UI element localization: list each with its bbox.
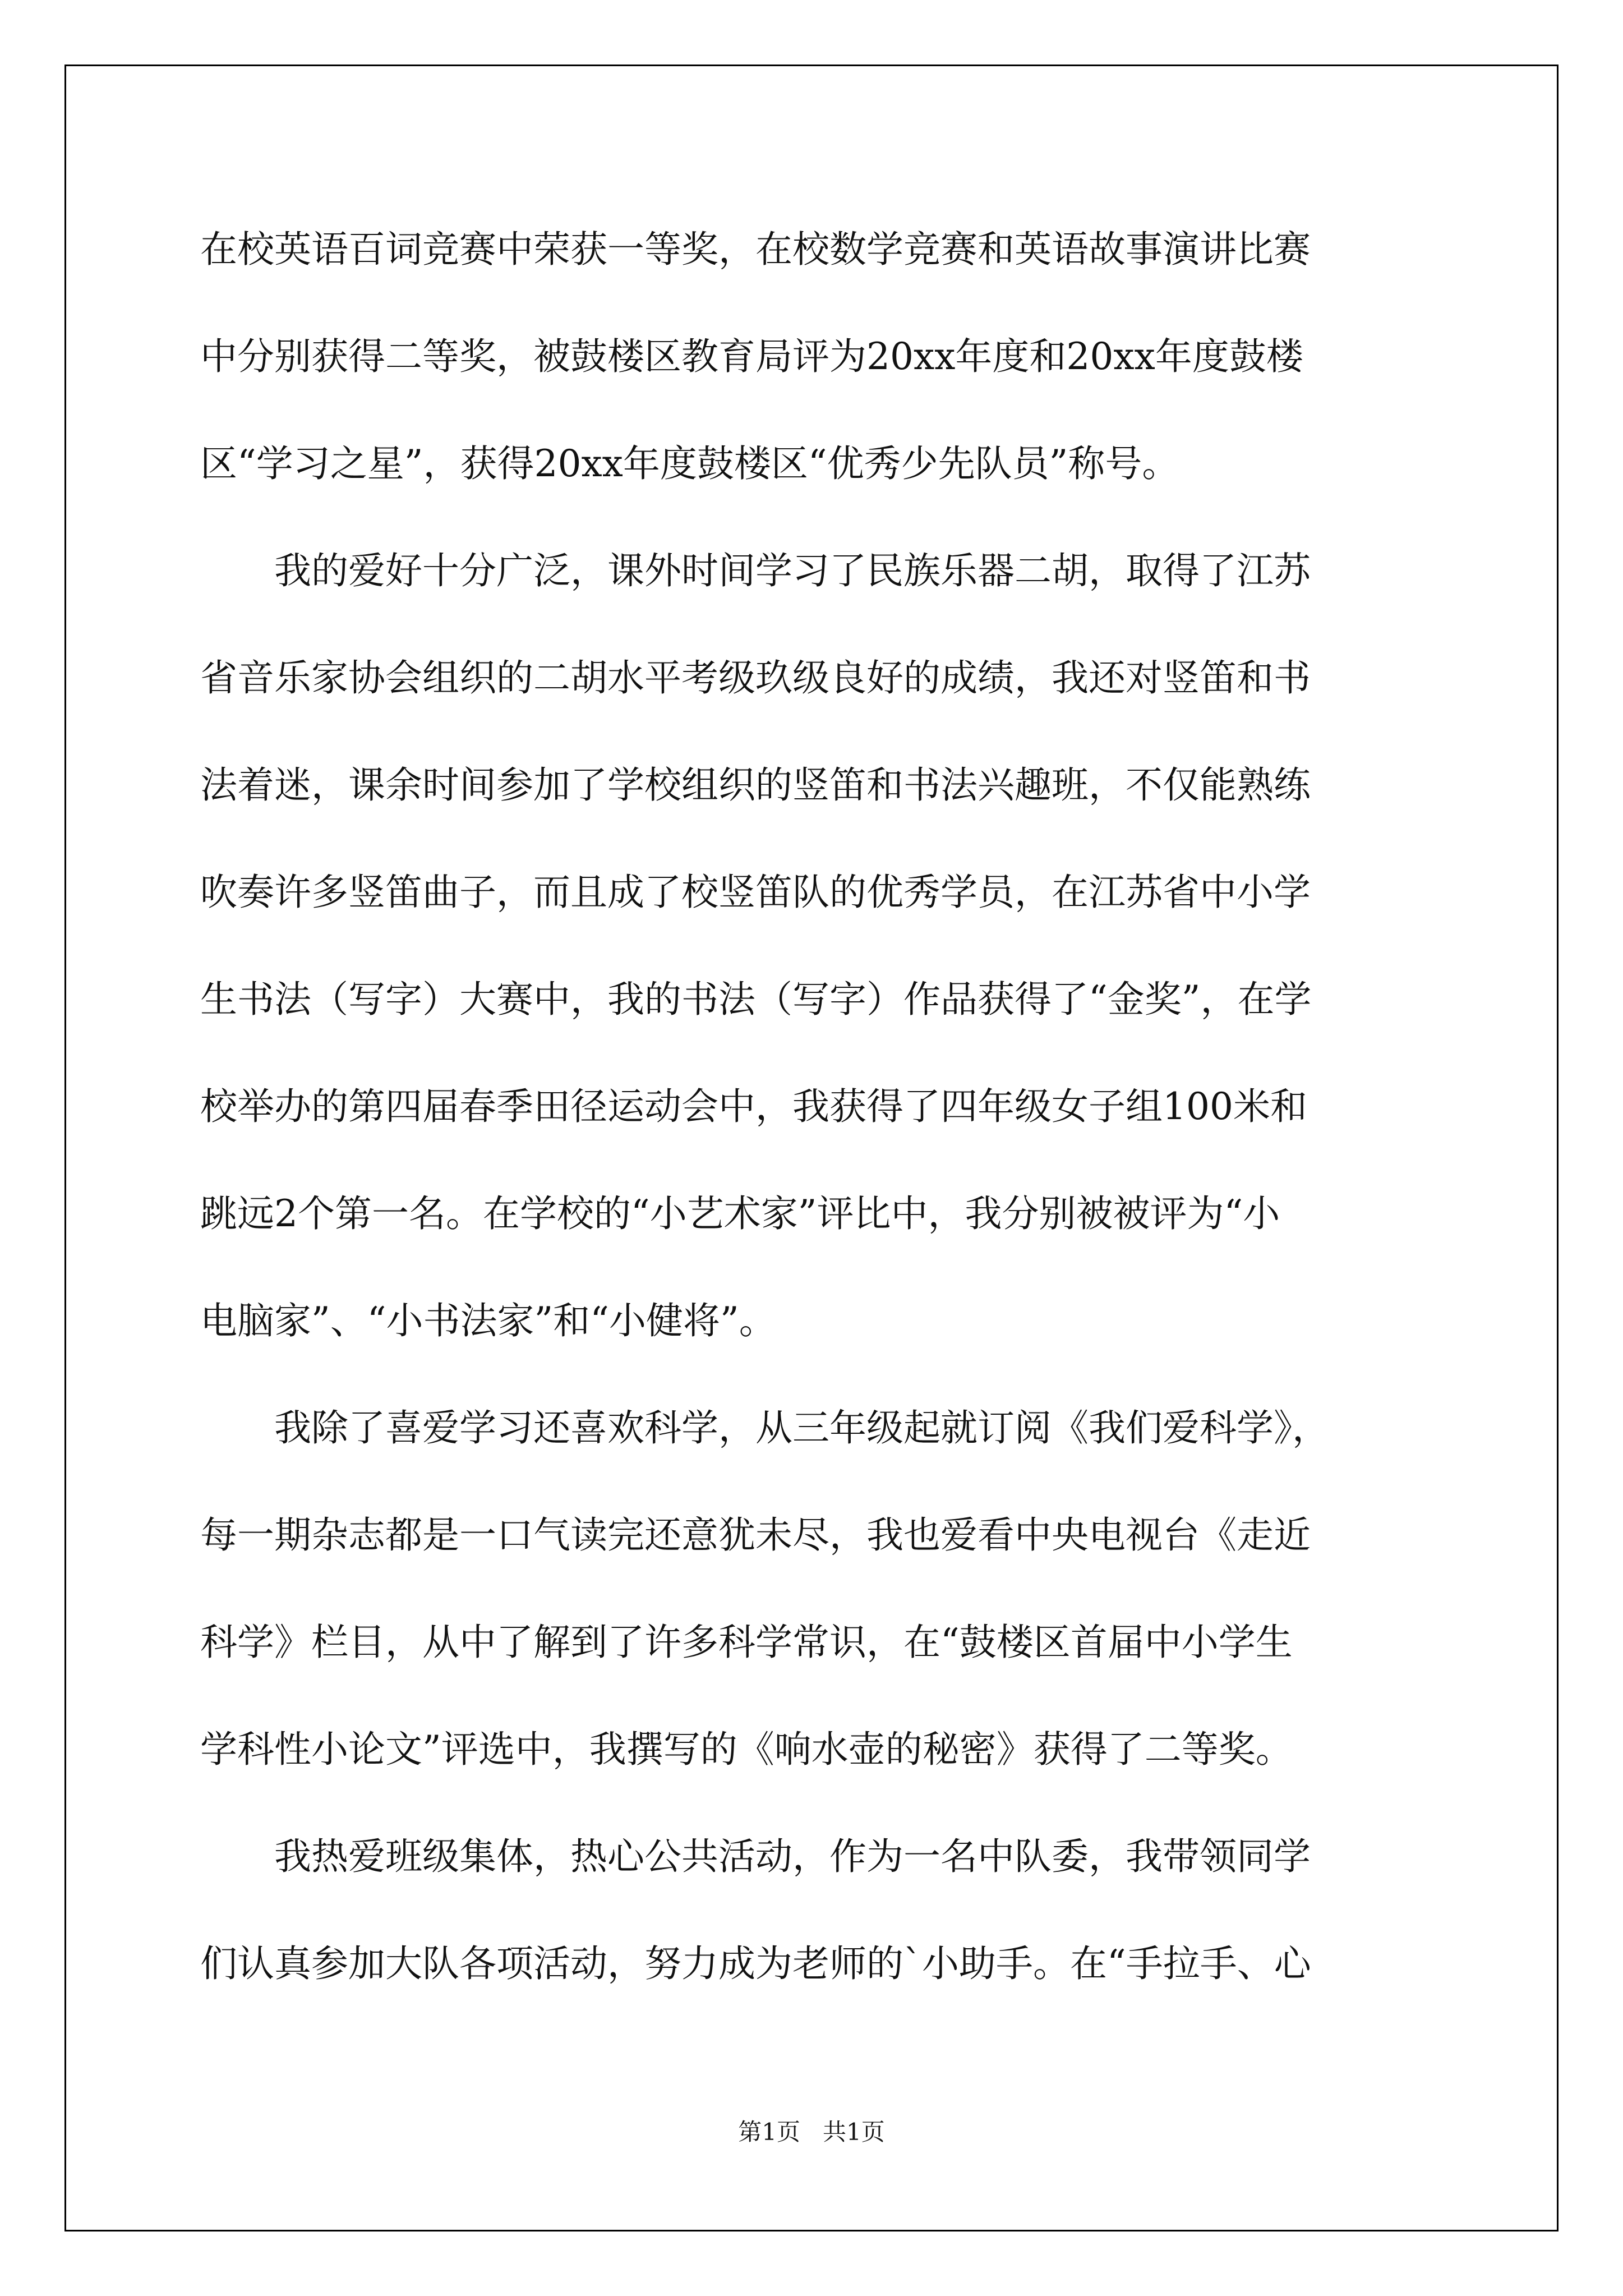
text-line: 每一期杂志都是一口气读完还意犹未尽，我也爱看中央电视台《走近 (200, 1513, 1311, 1557)
text-line: 区“学习之星”，获得20xx年度鼓楼区“优秀少先队员”称号。 (200, 442, 1179, 485)
text-line: 中分别获得二等奖，被鼓楼区教育局评为20xx年度和20xx年度鼓楼 (200, 335, 1303, 378)
body-text (200, 208, 1423, 2029)
text-line: 我的爱好十分广泛，课外时间学习了民族乐器二胡，取得了江苏 (200, 549, 1311, 592)
page-footer: 第1页 共1页 (738, 2118, 885, 2146)
text-line: 生书法（写字）大赛中，我的书法（写字）作品获得了“金奖”，在学 (200, 978, 1312, 1021)
text-line: 我热爱班级集体，热心公共活动，作为一名中队委，我带领同学 (200, 1835, 1311, 1878)
text-line: 法着迷，课余时间参加了学校组织的竖笛和书法兴趣班，不仅能熟练 (200, 763, 1311, 807)
text-line: 吹奏许多竖笛曲子，而且成了校竖笛队的优秀学员，在江苏省中小学 (200, 871, 1311, 914)
text-line: 校举办的第四届春季田径运动会中，我获得了四年级女子组100米和 (200, 1085, 1307, 1128)
text-line: 科学》栏目，从中了解到了许多科学常识，在“鼓楼区首届中小学生 (200, 1621, 1293, 1664)
text-line: 省音乐家协会组织的二胡水平考级玖级良好的成绩，我还对竖笛和书 (200, 656, 1311, 700)
text-line: 学科性小论文”评选中，我撰写的《响水壶的秘密》获得了二等奖。 (200, 1728, 1293, 1771)
text-line: 我除了喜爱学习还喜欢科学，从三年级起就订阅《我们爱科学》， (200, 1406, 1329, 1450)
text-line: 电脑家”、“小书法家”和“小健将”。 (200, 1299, 776, 1342)
text-line: 们认真参加大队各项活动，努力成为老师的`小助手。在“手拉手、心 (200, 1942, 1311, 1985)
text-line: 在校英语百词竞赛中荣获一等奖，在校数学竞赛和英语故事演讲比赛 (200, 228, 1311, 271)
text-line: 跳远2个第一名。在学校的“小艺术家”评比中，我分别被被评为“小 (200, 1192, 1280, 1235)
